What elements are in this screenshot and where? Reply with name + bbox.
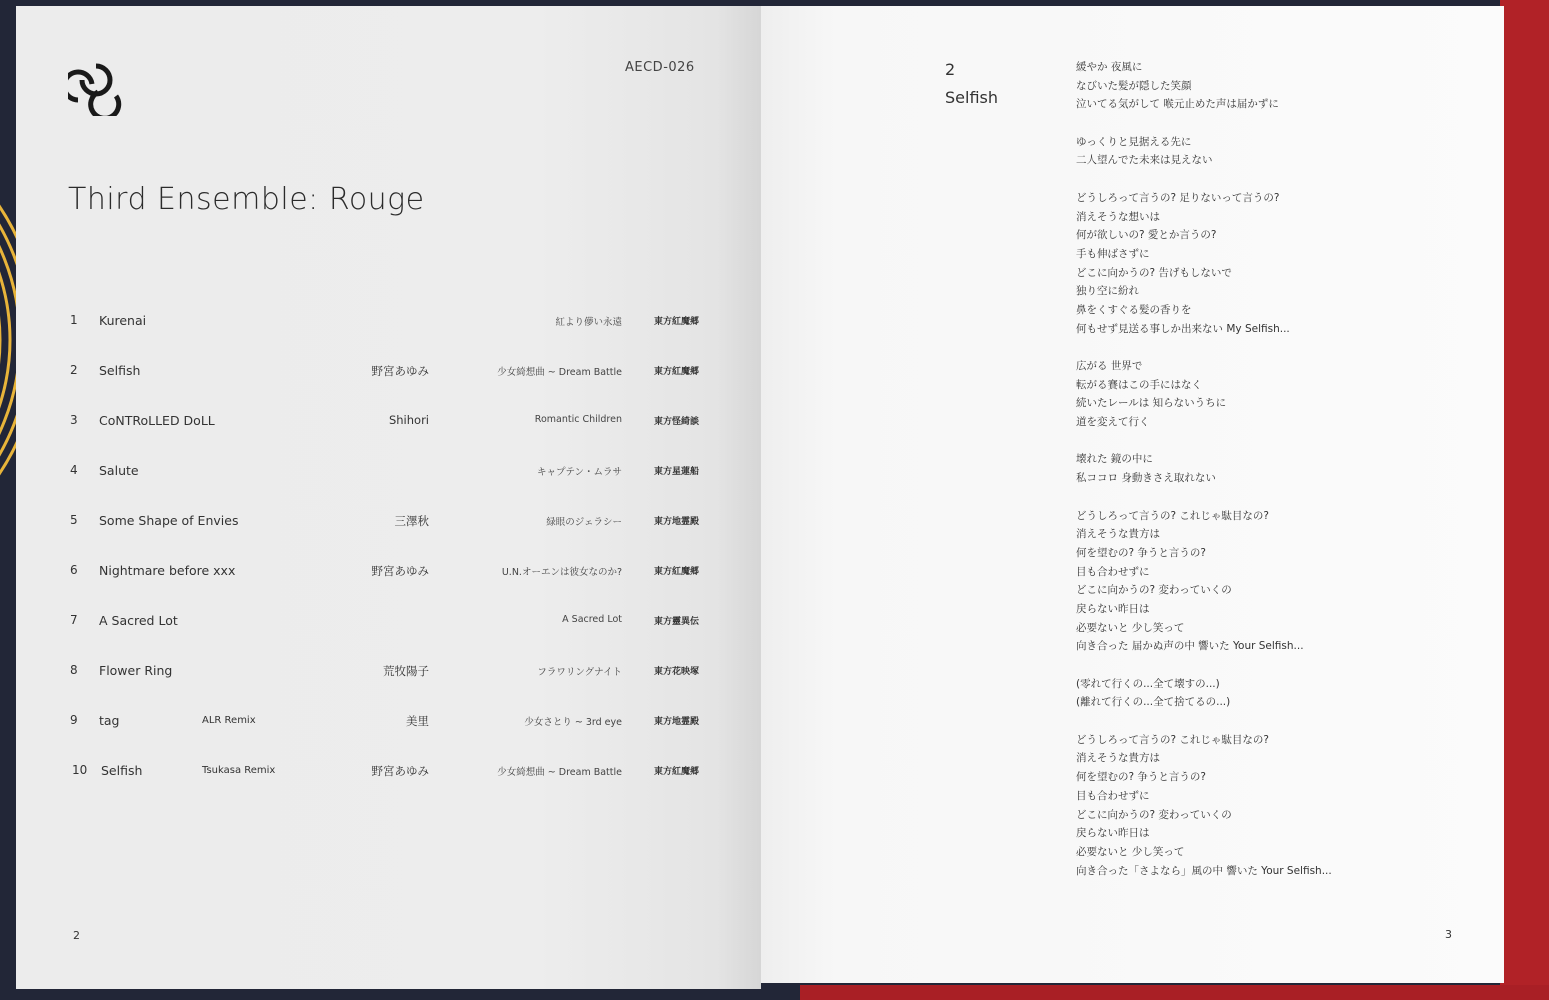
stanza-gap (1076, 712, 1416, 731)
track-number: 9 (70, 713, 78, 727)
lyric-line: どうしろって言うの? これじゃ駄目なの? (1076, 733, 1269, 746)
lyric-line: 手も伸ばさずに (1076, 247, 1150, 260)
track-vocal: 野宮あゆみ (371, 764, 429, 778)
lyric-line: 何が欲しいの? 愛とか言うの? (1076, 229, 1217, 242)
track-row (0, 713, 745, 733)
lyric-line: 向き合った 届かぬ声の中 響いた Your Selfish... (1076, 640, 1304, 653)
track-title: Kurenai (99, 313, 147, 328)
lyric-line: 続いたレールは 知らないうちに (1076, 397, 1227, 410)
track-original-song: 少女さとり ~ 3rd eye (524, 717, 622, 728)
cover-red-edge (1500, 0, 1549, 1000)
lyric-line: なびいた髪が隠した笑顔 (1076, 79, 1192, 92)
stanza-gap (1076, 432, 1416, 451)
track-title: Flower Ring (99, 663, 173, 678)
track-number: 3 (70, 413, 78, 427)
lyric-line: 消えそうな貴方は (1076, 528, 1160, 541)
track-title: Some Shape of Envies (99, 513, 239, 528)
circle-band-logo-icon (68, 60, 124, 116)
track-title: Selfish (99, 363, 141, 378)
lyrics-block (1076, 58, 1416, 880)
track-source-game: 東方怪綺談 (654, 417, 700, 427)
track-vocal: 野宮あゆみ (371, 364, 429, 378)
lyric-line: 目も合わせずに (1076, 565, 1150, 578)
lyric-line: (離れて行くの...全て捨てるの...) (1076, 696, 1231, 709)
track-number: 10 (72, 763, 88, 777)
stanza-gap (1076, 338, 1416, 357)
catalog-number: AECD-026 (625, 60, 695, 75)
lyric-line: どこに向かうの? 変わっていくの (1076, 584, 1232, 597)
track-source-game: 東方紅魔郷 (654, 767, 700, 777)
track-number: 2 (70, 363, 78, 377)
track-title: Nightmare before xxx (99, 563, 236, 578)
lyric-line: 私ココロ 身動きさえ取れない (1076, 472, 1216, 485)
track-source-game: 東方紅魔郷 (654, 317, 700, 327)
track-vocal: 三澤秋 (394, 514, 429, 528)
lyric-line: 戻らない昨日は (1076, 827, 1150, 840)
left-page (16, 6, 761, 989)
lyric-line: 緩やか 夜風に (1076, 61, 1143, 73)
track-original-song: 少女綺想曲 ~ Dream Battle (497, 367, 622, 378)
page-number-left: 2 (73, 929, 80, 942)
track-vocal: 荒牧陽子 (383, 664, 429, 678)
track-title: Selfish (101, 763, 143, 778)
stanza-gap (1076, 656, 1416, 675)
track-vocal: 野宮あゆみ (371, 564, 429, 578)
track-vocal: Shihori (388, 413, 429, 427)
lyric-line: 壊れた 鏡の中に (1076, 453, 1153, 466)
track-row (0, 563, 745, 583)
track-remix: Tsukasa Remix (202, 765, 276, 776)
lyric-line: ゆっくりと見据える先に (1076, 135, 1192, 148)
track-title: A Sacred Lot (99, 613, 178, 628)
track-row (0, 413, 745, 433)
stanza-gap (1076, 488, 1416, 507)
lyric-line: 向き合った「さよなら」風の中 響いた Your Selfish... (1076, 864, 1332, 877)
track-number: 8 (70, 663, 78, 677)
lyric-line: 消えそうな貴方は (1076, 752, 1160, 765)
track-row (0, 463, 745, 483)
lyric-line: (零れて行くの...全て壊すの...) (1076, 677, 1220, 690)
lyric-line: 広がる 世界で (1076, 360, 1143, 372)
lyric-line: 何もせず見送る事しか出来ない My Selfish... (1076, 322, 1290, 335)
stanza-gap (1076, 114, 1416, 133)
track-source-game: 東方紅魔郷 (654, 567, 700, 577)
lyric-line: どこに向かうの? 告げもしないで (1076, 266, 1232, 279)
lyric-line: どこに向かうの? 変わっていくの (1076, 808, 1232, 821)
track-row (0, 513, 745, 533)
stanza-gap (1076, 170, 1416, 189)
track-original-song: 緑眼のジェラシー (546, 517, 622, 528)
track-source-game: 東方花映塚 (654, 667, 700, 677)
song-title: Selfish (945, 88, 998, 107)
track-row (0, 313, 745, 333)
page-number-right: 3 (1445, 928, 1452, 941)
track-original-song: A Sacred Lot (562, 614, 622, 625)
lyric-line: 何を望むの? 争うと言うの? (1076, 546, 1206, 559)
track-remix: ALR Remix (202, 715, 256, 726)
lyric-line: 独り空に紛れ (1076, 285, 1139, 298)
track-original-song: キャプテン・ムラサ (536, 467, 622, 478)
lyric-line: 泣いてる気がして 喉元止めた声は届かずに (1076, 98, 1279, 111)
track-title: tag (99, 713, 120, 728)
track-original-song: 少女綺想曲 ~ Dream Battle (497, 767, 622, 778)
lyric-line: 必要ないと 少し笑って (1076, 845, 1185, 858)
track-original-song: U.N.オーエンは彼女なのか? (501, 567, 622, 578)
lyric-line: 消えそうな想いは (1076, 210, 1160, 223)
lyric-line: 目も合わせずに (1076, 789, 1150, 802)
track-title: Salute (99, 463, 139, 478)
track-number: 4 (70, 463, 78, 477)
lyric-line: 道を変えて行く (1076, 416, 1150, 429)
track-number: 1 (70, 313, 78, 327)
track-row (0, 363, 745, 383)
lyric-line: 転がる賽はこの手にはなく (1076, 378, 1202, 391)
track-title: CoNTRoLLED DoLL (99, 413, 215, 428)
cover-red-bottom (800, 985, 1549, 1000)
track-source-game: 東方紅魔郷 (654, 367, 700, 377)
track-source-game: 東方地霊殿 (654, 517, 700, 527)
lyric-line: 二人望んでた未来は見えない (1076, 154, 1213, 167)
track-original-song: フラワリングナイト (537, 667, 622, 678)
track-number: 6 (70, 563, 78, 577)
lyric-line: 戻らない昨日は (1076, 602, 1150, 615)
lyric-line: 鼻をくすぐる髪の香りを (1076, 303, 1192, 316)
lyric-line: 何を望むの? 争うと言うの? (1076, 771, 1206, 784)
track-row (0, 663, 745, 683)
lyric-line: どうしろって言うの? これじゃ駄目なの? (1076, 509, 1269, 522)
track-row (0, 763, 745, 783)
track-number: 5 (70, 513, 78, 527)
song-number: 2 (945, 60, 956, 79)
track-source-game: 東方靈異伝 (654, 617, 700, 627)
track-original-song: Romantic Children (534, 414, 622, 425)
album-title: Third Ensemble: Rouge (68, 182, 425, 217)
lyric-line: 必要ないと 少し笑って (1076, 621, 1185, 634)
track-row (0, 613, 745, 633)
track-vocal: 美里 (406, 714, 429, 728)
track-original-song: 紅より儚い永遠 (555, 317, 622, 328)
track-number: 7 (70, 613, 78, 627)
track-source-game: 東方星蓮船 (654, 467, 700, 477)
track-source-game: 東方地霊殿 (654, 717, 700, 727)
lyric-line: どうしろって言うの? 足りないって言うの? (1076, 191, 1280, 204)
